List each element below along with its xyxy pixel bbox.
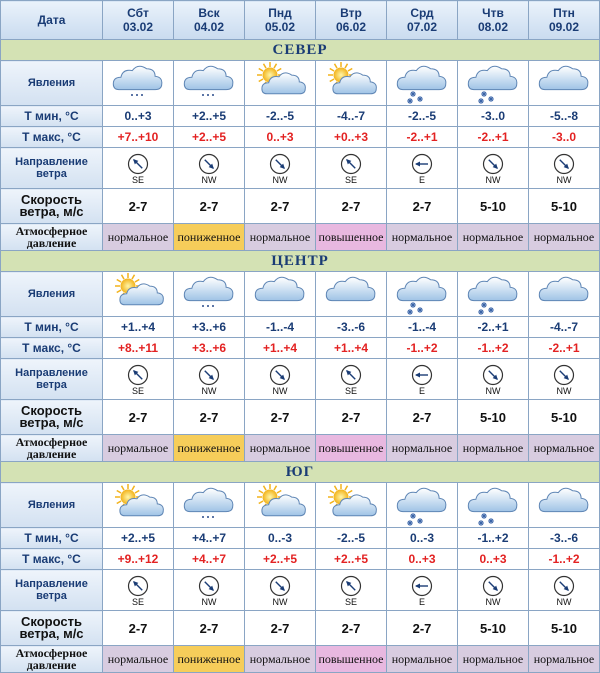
cloud-snow-icon (458, 62, 528, 104)
row-label-line: давление (26, 658, 77, 672)
row-label-line: ветра (36, 590, 67, 602)
pressure-value: пониженное (174, 224, 245, 251)
row-label: Т мин, °С (1, 317, 103, 338)
pressure-value: нормальное (529, 646, 600, 673)
row-label (1, 400, 103, 435)
tmax-value: -2..+1 (387, 127, 458, 148)
cloud-snow-icon (387, 62, 457, 104)
wind-speed-value: 5-10 (458, 189, 529, 224)
sun-cloud-icon (103, 484, 173, 526)
header-row (1, 1, 600, 40)
compass-arrow-icon (245, 364, 315, 386)
wind-direction-text: NW (201, 386, 217, 396)
tmin-value: -1..+2 (458, 528, 529, 549)
wind-speed-value: 2-7 (103, 400, 174, 435)
compass-arrow-icon (316, 364, 386, 386)
wind-direction-text: NW (201, 175, 217, 185)
wind-direction-text: SE (344, 386, 357, 396)
compass-arrow-icon (174, 364, 244, 386)
tmin-value: -4..-7 (529, 317, 600, 338)
wind-direction-cell (529, 359, 600, 400)
cloud-snow-icon (387, 273, 457, 315)
wind-direction-text: SE (131, 175, 144, 185)
tmax-value: -1..+2 (458, 338, 529, 359)
compass-arrow-icon (458, 575, 528, 597)
tmin-value: -1..-4 (245, 317, 316, 338)
day-header: Вск 04.02 (174, 1, 245, 40)
wind-direction-row (1, 570, 600, 611)
cloud-icon (245, 273, 315, 315)
weather-cell (529, 483, 600, 528)
wind-direction-text: SE (131, 386, 144, 396)
wind-direction-cell (245, 570, 316, 611)
tmin-value: -4..-7 (316, 106, 387, 127)
tmin-value: -1..-4 (387, 317, 458, 338)
pressure-value: пониженное (174, 646, 245, 673)
compass-arrow-icon (103, 364, 173, 386)
row-label-line: ветра (36, 168, 67, 180)
wind-direction-text: NW (556, 386, 572, 396)
wind-direction-cell (458, 359, 529, 400)
day-header: Сбт 03.02 (103, 1, 174, 40)
tmin-value: 0..+3 (103, 106, 174, 127)
wind-direction-cell (174, 148, 245, 189)
pressure-value: нормальное (245, 435, 316, 462)
row-label: Т макс, °С (1, 338, 103, 359)
tmin-value: -3..-6 (529, 528, 600, 549)
pressure-value: нормальное (387, 646, 458, 673)
pressure-value: нормальное (245, 224, 316, 251)
wind-direction-text: NW (485, 175, 501, 185)
weather-cell (103, 61, 174, 106)
wind-direction-cell (316, 359, 387, 400)
row-label: Т мин, °С (1, 106, 103, 127)
wind-speed-value: 5-10 (529, 400, 600, 435)
wind-speed-value: 2-7 (245, 189, 316, 224)
pressure-value: нормальное (245, 646, 316, 673)
wind-direction-text: E (418, 597, 425, 607)
tmin-value: -3..-6 (316, 317, 387, 338)
wind-speed-value: 2-7 (316, 189, 387, 224)
weather-cell (245, 483, 316, 528)
wind-direction-cell (387, 570, 458, 611)
wind-direction-text: SE (131, 597, 144, 607)
weather-cell (316, 61, 387, 106)
row-label-line: Атмосферное (15, 646, 88, 660)
cloud-icon (529, 62, 599, 104)
wind-direction-text: SE (344, 597, 357, 607)
wind-speed-value: 2-7 (387, 611, 458, 646)
compass-arrow-icon (529, 364, 599, 386)
pressure-row (1, 646, 600, 673)
weather-cell (316, 483, 387, 528)
wind-direction-text: NW (272, 175, 288, 185)
compass-arrow-icon (529, 575, 599, 597)
tmax-value: +2..+5 (245, 549, 316, 570)
weather-cell (387, 272, 458, 317)
pressure-value: нормальное (387, 435, 458, 462)
row-label: Явления (1, 483, 103, 528)
weather-cell (245, 272, 316, 317)
cloud-light-snow-icon (174, 484, 244, 526)
pressure-value: нормальное (458, 435, 529, 462)
date-header: Дата (1, 1, 103, 40)
cloud-light-snow-icon (103, 62, 173, 104)
tmax-value: 0..+3 (245, 127, 316, 148)
cloud-icon (529, 273, 599, 315)
tmin-value: +2..+5 (174, 106, 245, 127)
compass-arrow-icon (316, 153, 386, 175)
wind-direction-text: NW (201, 597, 217, 607)
cloud-icon (529, 484, 599, 526)
tmin-value: -2..-5 (387, 106, 458, 127)
wind-direction-cell (103, 359, 174, 400)
tmin-row (1, 528, 600, 549)
wind-direction-cell (245, 148, 316, 189)
region-title: ЮГ (1, 462, 600, 483)
wind-direction-row (1, 359, 600, 400)
cloud-snow-icon (458, 484, 528, 526)
weather-cell (103, 483, 174, 528)
row-label (1, 435, 103, 462)
row-label-line: давление (26, 447, 77, 461)
wind-speed-value: 2-7 (245, 611, 316, 646)
cloud-icon (316, 273, 386, 315)
tmin-value: -2..-5 (245, 106, 316, 127)
pressure-value: пониженное (174, 435, 245, 462)
region-row (1, 462, 600, 483)
tmax-row (1, 127, 600, 148)
wind-direction-row (1, 148, 600, 189)
weather-cell (458, 483, 529, 528)
row-label-line: давление (26, 236, 77, 250)
weather-cell (245, 61, 316, 106)
wind-speed-value: 2-7 (245, 400, 316, 435)
row-label-line: Атмосферное (15, 435, 88, 449)
wind-direction-cell (103, 570, 174, 611)
tmax-value: -2..+1 (529, 338, 600, 359)
wind-direction-cell (458, 148, 529, 189)
tmin-value: +1..+4 (103, 317, 174, 338)
wind-direction-cell (103, 148, 174, 189)
pressure-value: нормальное (103, 646, 174, 673)
weather-cell (174, 483, 245, 528)
compass-arrow-icon (245, 153, 315, 175)
sun-cloud-icon (245, 62, 315, 104)
tmax-value: +1..+4 (245, 338, 316, 359)
day-header: Срд 07.02 (387, 1, 458, 40)
tmax-row (1, 338, 600, 359)
sun-cloud-icon (316, 484, 386, 526)
sun-cloud-icon (245, 484, 315, 526)
day-header: Птн 09.02 (529, 1, 600, 40)
compass-arrow-icon (103, 153, 173, 175)
tmin-value: 0..-3 (245, 528, 316, 549)
row-label-line: Направление (15, 156, 88, 168)
phenomena-row (1, 61, 600, 106)
row-label-line: Атмосферное (15, 224, 88, 238)
region-title: СЕВЕР (1, 40, 600, 61)
row-label: Явления (1, 272, 103, 317)
tmin-value: -5..-8 (529, 106, 600, 127)
cloud-light-snow-icon (174, 62, 244, 104)
weather-cell (316, 272, 387, 317)
tmax-value: 0..+3 (458, 549, 529, 570)
wind-direction-cell (458, 570, 529, 611)
pressure-value: нормальное (458, 224, 529, 251)
wind-speed-row (1, 189, 600, 224)
pressure-value: нормальное (529, 435, 600, 462)
wind-direction-cell (387, 148, 458, 189)
weather-cell (529, 61, 600, 106)
tmin-value: 0..-3 (387, 528, 458, 549)
compass-arrow-icon (387, 153, 457, 175)
tmax-row (1, 549, 600, 570)
tmax-value: +7..+10 (103, 127, 174, 148)
cloud-snow-icon (458, 273, 528, 315)
wind-speed-value: 2-7 (103, 189, 174, 224)
row-label-line: ветра, м/с (19, 626, 84, 641)
wind-speed-value: 5-10 (529, 189, 600, 224)
pressure-value: нормальное (529, 224, 600, 251)
pressure-value: нормальное (103, 435, 174, 462)
wind-direction-cell (174, 570, 245, 611)
compass-arrow-icon (458, 153, 528, 175)
cloud-light-snow-icon (174, 273, 244, 315)
row-label (1, 189, 103, 224)
tmax-value: +2..+5 (316, 549, 387, 570)
wind-direction-text: NW (272, 597, 288, 607)
row-label: Т макс, °С (1, 127, 103, 148)
day-header: Втр 06.02 (316, 1, 387, 40)
wind-speed-value: 2-7 (387, 400, 458, 435)
wind-direction-text: SE (344, 175, 357, 185)
pressure-value: повышенное (316, 646, 387, 673)
row-label-line: ветра (36, 379, 67, 391)
wind-speed-row (1, 400, 600, 435)
wind-direction-cell (529, 570, 600, 611)
wind-speed-value: 2-7 (316, 611, 387, 646)
tmax-value: +9..+12 (103, 549, 174, 570)
row-label (1, 224, 103, 251)
weather-cell (387, 61, 458, 106)
wind-speed-value: 2-7 (174, 189, 245, 224)
wind-direction-text: NW (485, 597, 501, 607)
wind-direction-text: NW (556, 175, 572, 185)
row-label-line: ветра, м/с (19, 415, 84, 430)
region-row (1, 251, 600, 272)
pressure-row (1, 435, 600, 462)
weather-cell (529, 272, 600, 317)
row-label: Т мин, °С (1, 528, 103, 549)
wind-direction-text: E (418, 386, 425, 396)
tmin-value: -3..0 (458, 106, 529, 127)
wind-direction-cell (316, 570, 387, 611)
row-label: Т макс, °С (1, 549, 103, 570)
tmin-value: -2..-5 (316, 528, 387, 549)
tmax-value: -1..+2 (387, 338, 458, 359)
tmin-value: +4..+7 (174, 528, 245, 549)
tmax-value: +8..+11 (103, 338, 174, 359)
row-label (1, 570, 103, 611)
wind-speed-value: 2-7 (174, 611, 245, 646)
wind-direction-cell (174, 359, 245, 400)
pressure-value: повышенное (316, 224, 387, 251)
weather-cell (174, 61, 245, 106)
compass-arrow-icon (245, 575, 315, 597)
row-label-line: ветра, м/с (19, 204, 84, 219)
compass-arrow-icon (458, 364, 528, 386)
pressure-value: нормальное (103, 224, 174, 251)
compass-arrow-icon (387, 575, 457, 597)
weather-cell (387, 483, 458, 528)
pressure-row (1, 224, 600, 251)
compass-arrow-icon (387, 364, 457, 386)
wind-direction-text: NW (556, 597, 572, 607)
wind-direction-cell (316, 148, 387, 189)
row-label-line: Направление (15, 578, 88, 590)
tmax-value: -1..+2 (529, 549, 600, 570)
row-label-line: Скорость (21, 403, 82, 418)
wind-direction-text: NW (485, 386, 501, 396)
wind-speed-value: 2-7 (387, 189, 458, 224)
weather-cell (458, 272, 529, 317)
tmax-value: -3..0 (529, 127, 600, 148)
sun-cloud-icon (103, 273, 173, 315)
row-label-line: Скорость (21, 614, 82, 629)
tmin-row (1, 317, 600, 338)
pressure-value: повышенное (316, 435, 387, 462)
tmin-value: -2..+1 (458, 317, 529, 338)
weather-cell (103, 272, 174, 317)
wind-speed-row (1, 611, 600, 646)
compass-arrow-icon (174, 153, 244, 175)
day-header: Пнд 05.02 (245, 1, 316, 40)
row-label-line: Направление (15, 367, 88, 379)
sun-cloud-icon (316, 62, 386, 104)
tmax-value: +2..+5 (174, 127, 245, 148)
wind-direction-cell (387, 359, 458, 400)
tmax-value: 0..+3 (387, 549, 458, 570)
pressure-value: нормальное (458, 646, 529, 673)
wind-direction-cell (529, 148, 600, 189)
wind-speed-value: 5-10 (458, 400, 529, 435)
row-label (1, 611, 103, 646)
tmax-value: +1..+4 (316, 338, 387, 359)
region-row (1, 40, 600, 61)
row-label: Явления (1, 61, 103, 106)
tmin-value: +3..+6 (174, 317, 245, 338)
tmax-value: +0..+3 (316, 127, 387, 148)
row-label (1, 148, 103, 189)
phenomena-row (1, 483, 600, 528)
tmin-value: +2..+5 (103, 528, 174, 549)
phenomena-row (1, 272, 600, 317)
compass-arrow-icon (316, 575, 386, 597)
compass-arrow-icon (529, 153, 599, 175)
row-label (1, 359, 103, 400)
wind-speed-value: 5-10 (529, 611, 600, 646)
weather-cell (458, 61, 529, 106)
compass-arrow-icon (103, 575, 173, 597)
wind-direction-cell (245, 359, 316, 400)
cloud-snow-icon (387, 484, 457, 526)
compass-arrow-icon (174, 575, 244, 597)
tmax-value: +4..+7 (174, 549, 245, 570)
tmax-value: +3..+6 (174, 338, 245, 359)
row-label-line: Скорость (21, 192, 82, 207)
day-header: Чтв 08.02 (458, 1, 529, 40)
tmax-value: -2..+1 (458, 127, 529, 148)
pressure-value: нормальное (387, 224, 458, 251)
wind-direction-text: E (418, 175, 425, 185)
wind-speed-value: 2-7 (103, 611, 174, 646)
tmin-row (1, 106, 600, 127)
wind-speed-value: 2-7 (174, 400, 245, 435)
row-label (1, 646, 103, 673)
weather-cell (174, 272, 245, 317)
wind-speed-value: 5-10 (458, 611, 529, 646)
wind-direction-text: NW (272, 386, 288, 396)
wind-speed-value: 2-7 (316, 400, 387, 435)
region-title: ЦЕНТР (1, 251, 600, 272)
